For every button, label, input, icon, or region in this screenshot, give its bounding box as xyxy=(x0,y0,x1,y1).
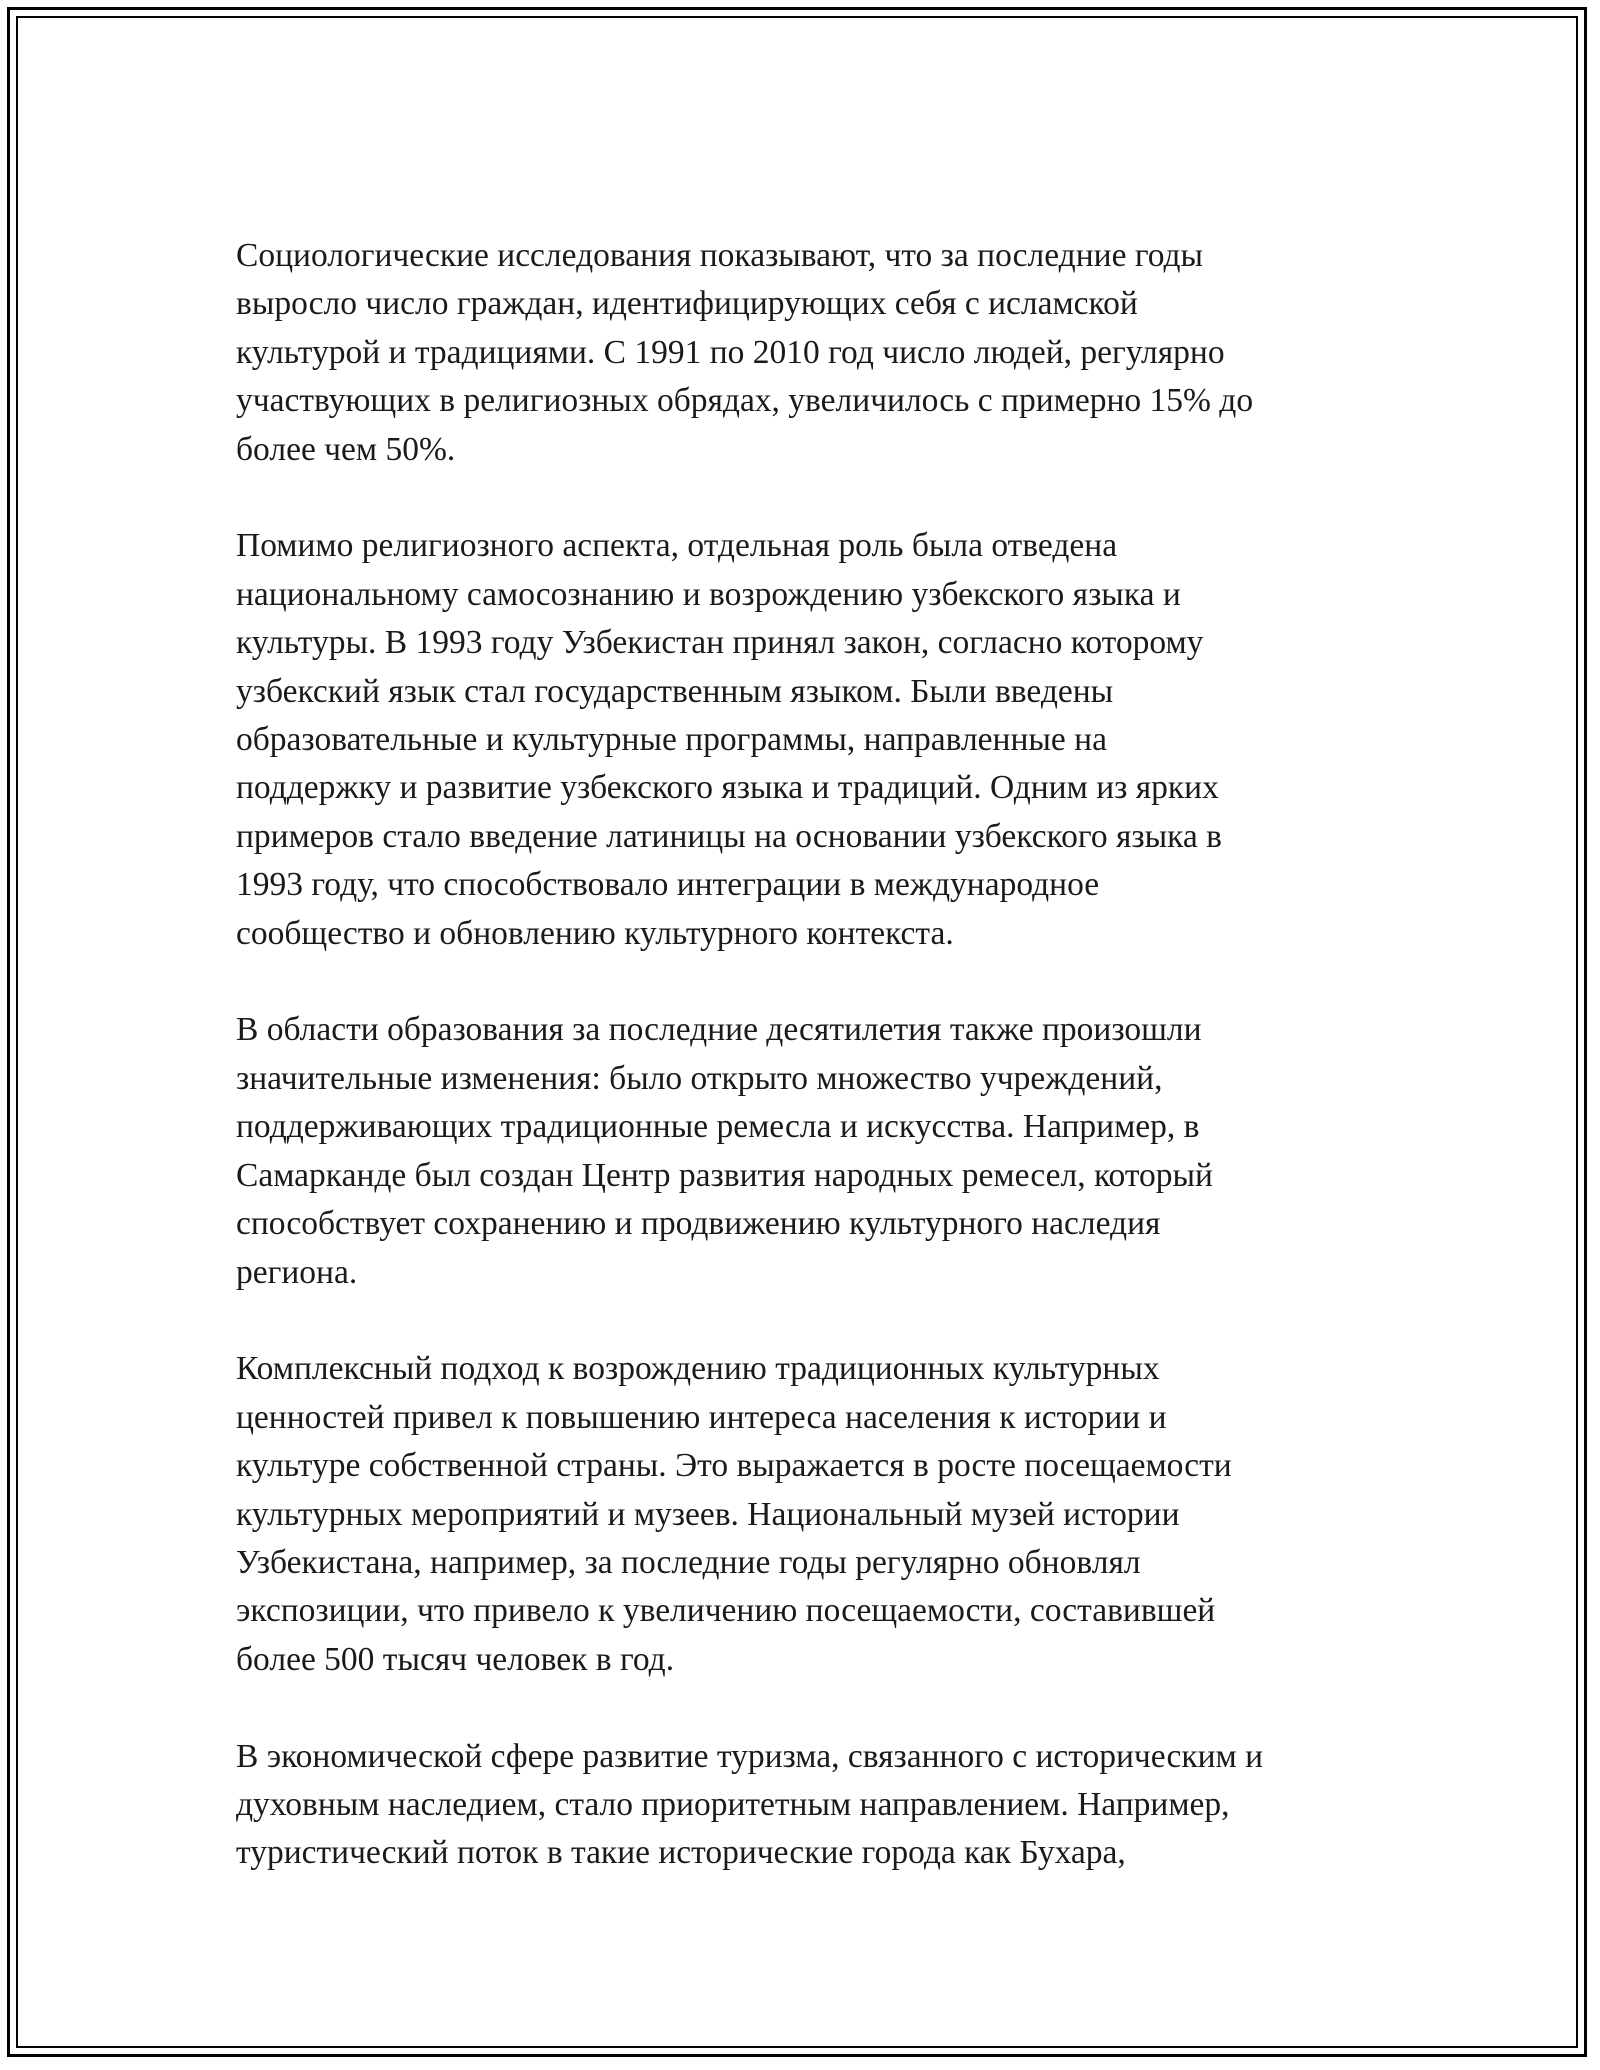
paragraph-museums: Комплексный подход к возрождению традиционных культурных ценностей привел к повышению интереса населения к истории и культуре собственной страны. Это выражается в росте посещаемости культурных мероприятий и музеев. Национальный музей истории Узбекистана, например, за последние годы регулярно обновлял экспозиции, что привело к увеличению посещаемости, составившей более 500 тысяч человек в год. xyxy=(236,1350,1232,1678)
paragraph-education: В области образования за последние десятилетия также произошли значительные изменения: было открыто множество учреждений, поддерживающих традиционные ремесла и искусства. Например, в Самарканде был создан Центр развития народных ремесел, который способствует сохранению и продвижению культурного наследия региона. xyxy=(236,1011,1213,1291)
document-body xyxy=(236,232,1376,1926)
paragraph-religion: Социологические исследования показывают, что за последние годы выросло число граждан, идентифицирующих себя с исламской культурой и традициями. С 1991 по 2010 год число людей, регулярно участвующих в религиозных обрядах, увеличилось с примерно 15% до более чем 50%. xyxy=(236,237,1254,468)
paragraph-tourism: В экономической сфере развитие туризма, связанного с историческим и духовным наследием, стало приоритетным направлением. Например, туристический поток в такие исторические города как Бухара, xyxy=(236,1737,1264,1872)
paragraph-language: Помимо религиозного аспекта, отдельная роль была отведена национальному самосознанию и возрождению узбекского языка и культуры. В 1993 году Узбекистан принял закон, согласно которому узбекский язык стал государственным языком. Были введены образовательные и культурные программы, направленные на поддержку и развитие узбекского языка и традиций. Одним из ярких примеров стало введение латиницы на основании узбекского языка в 1993 году, что способствовало интеграции в международное сообщество и обновлению культурного контекста. xyxy=(236,527,1222,952)
